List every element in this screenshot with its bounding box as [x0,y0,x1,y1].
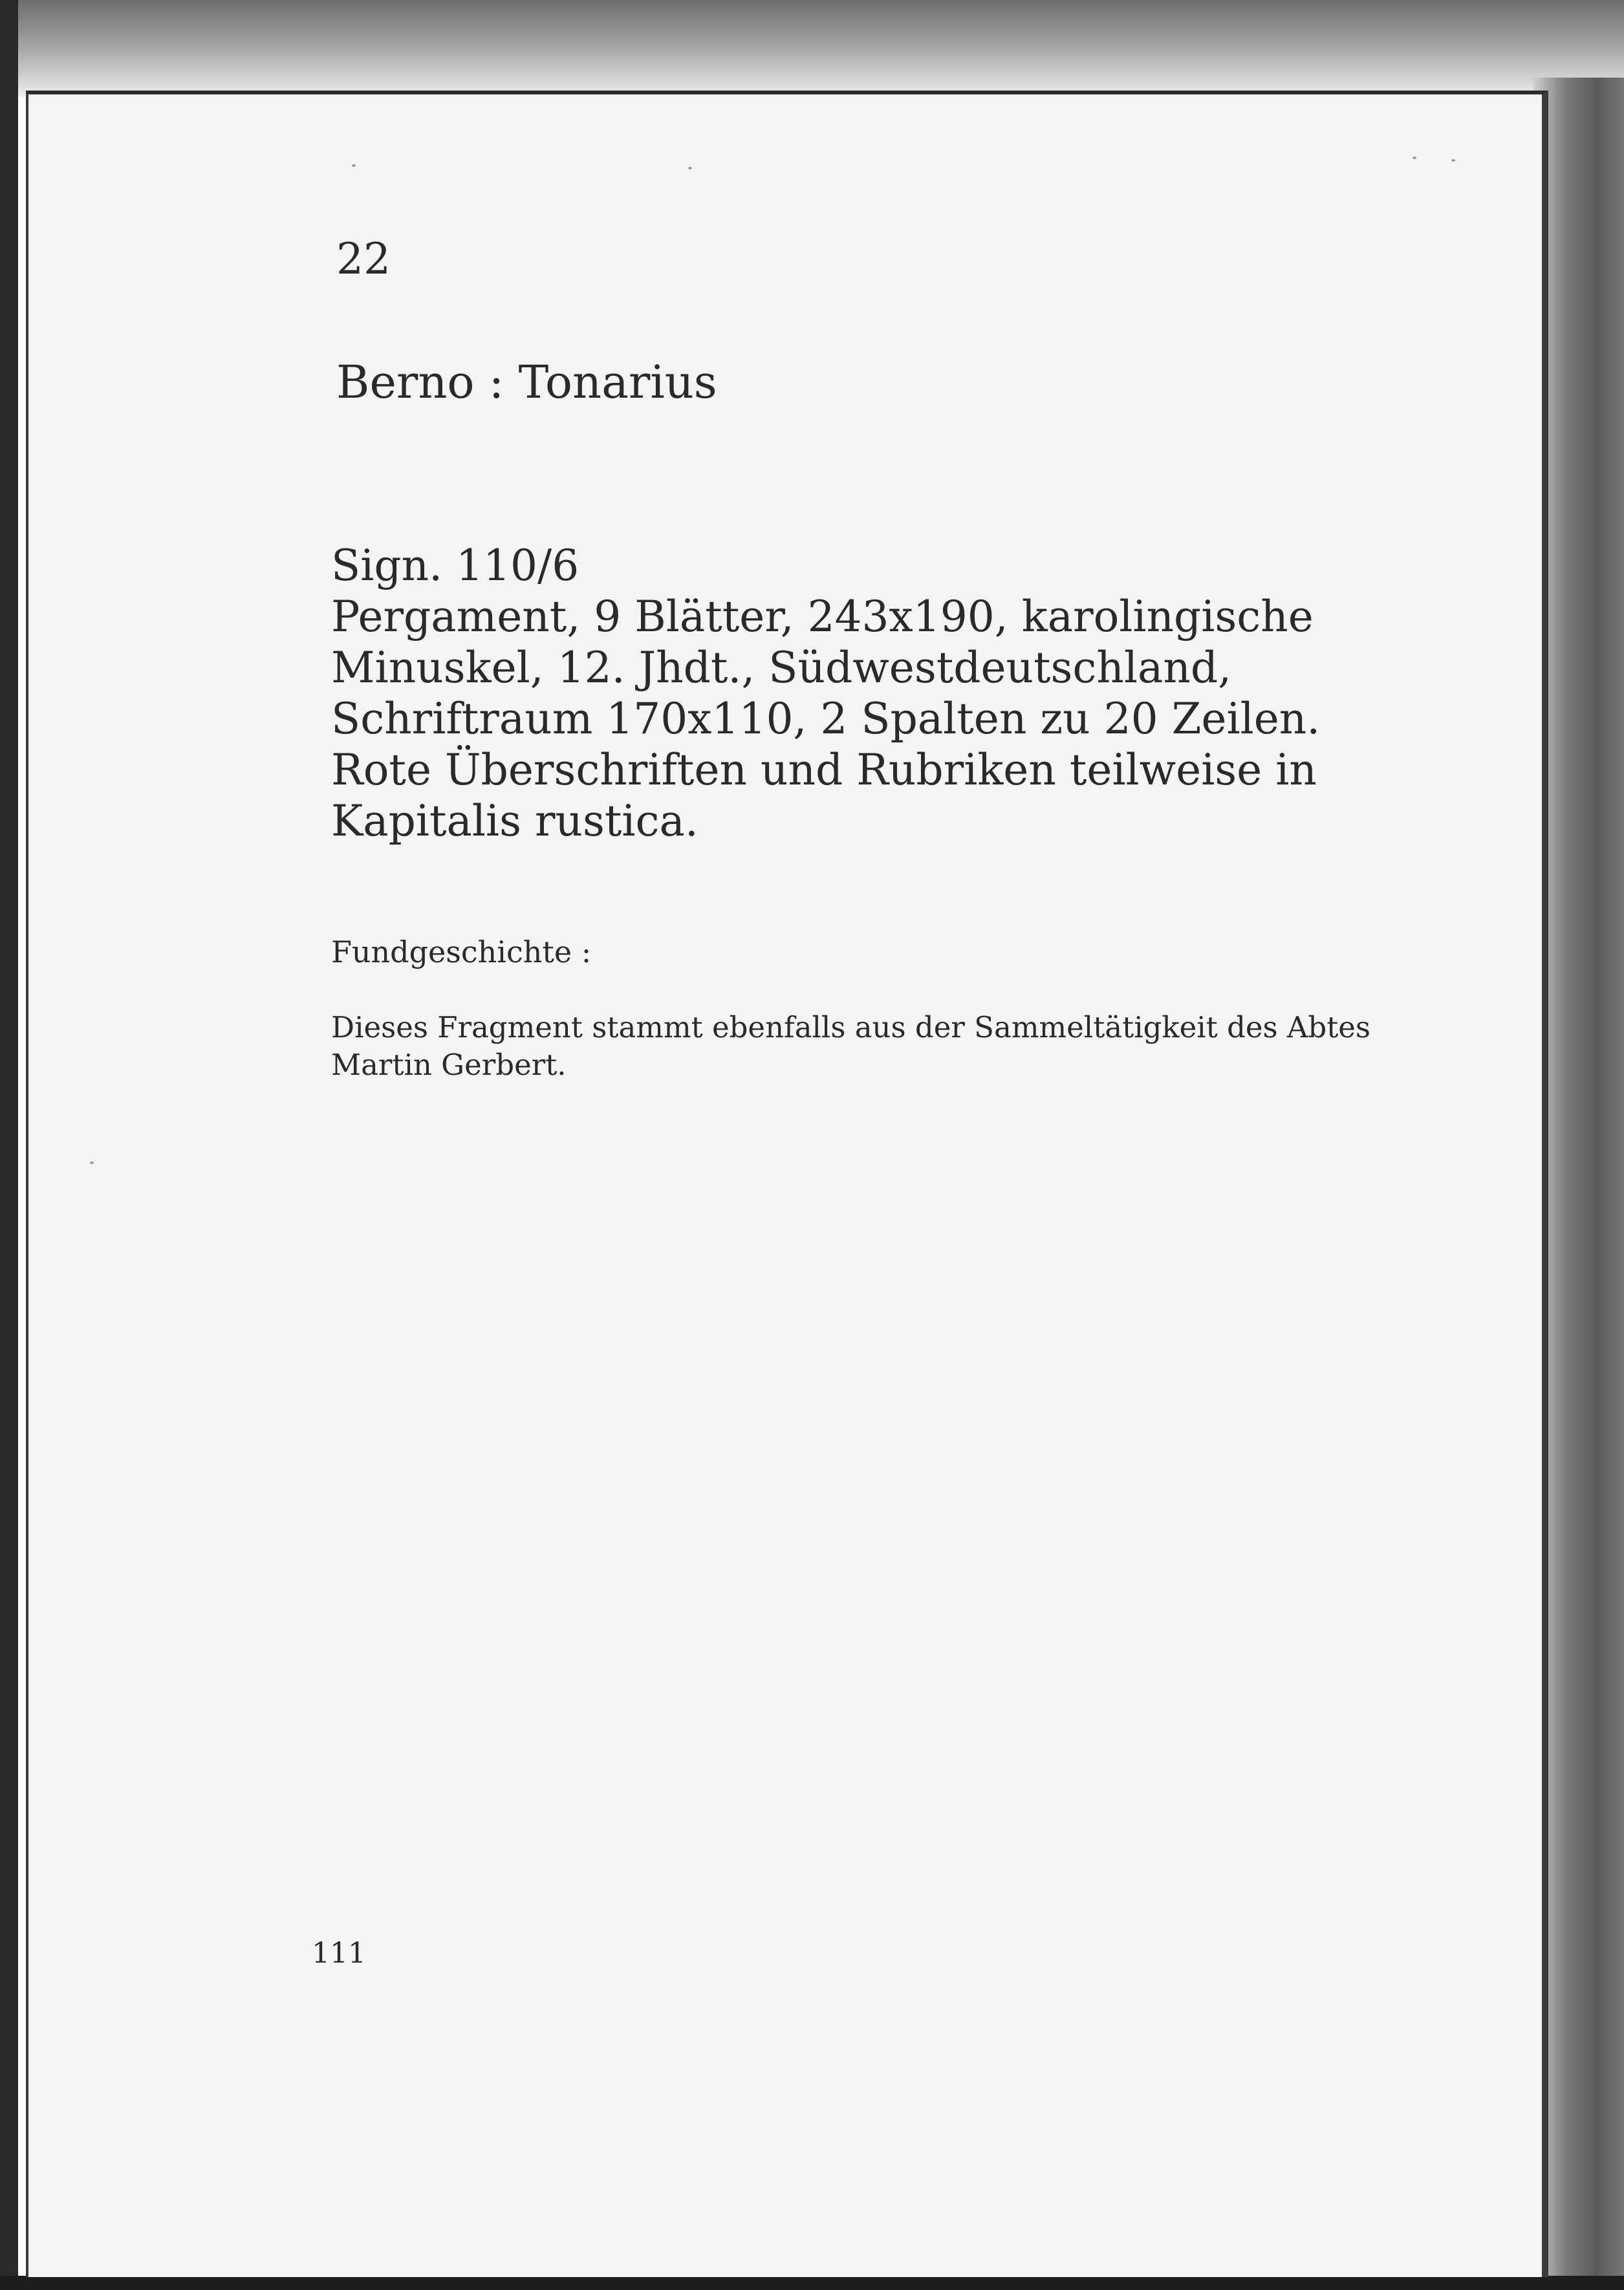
scanned-page [26,91,1548,2277]
page-number: 111 [312,1937,366,1970]
scanner-shadow-top [0,0,1624,97]
section-body-provenance [331,1009,1371,1084]
scan-speck [688,167,692,169]
section-body-line: Dieses Fragment stammt ebenfalls aus der Sammeltätigkeit des Abtes [331,1010,1371,1044]
description-line: Schriftraum 170x110, 2 Spalten zu 20 Zeilen. [331,694,1321,744]
scan-speck [1451,159,1455,162]
description-line-shelfmark: Sign. 110/6 [331,541,579,590]
section-heading-provenance: Fundgeschichte : [331,934,592,969]
description-line: Rote Überschriften und Rubriken teilweise in [331,745,1317,795]
section-body-line: Martin Gerbert. [331,1048,567,1082]
scanner-edge-left [0,0,18,2290]
description-line: Pergament, 9 Blätter, 243x190, karolingische [331,592,1314,642]
entry-title: Berno : Tonarius [336,356,717,409]
scan-speck [90,1161,94,1164]
entry-number: 22 [336,234,391,284]
manuscript-description [331,540,1321,847]
scan-speck [352,164,356,167]
description-line: Kapitalis rustica. [331,796,698,846]
scan-speck [1413,157,1416,159]
scanner-edge-bottom [0,2276,1624,2290]
description-line: Minuskel, 12. Jhdt., Südwestdeutschland, [331,643,1232,693]
